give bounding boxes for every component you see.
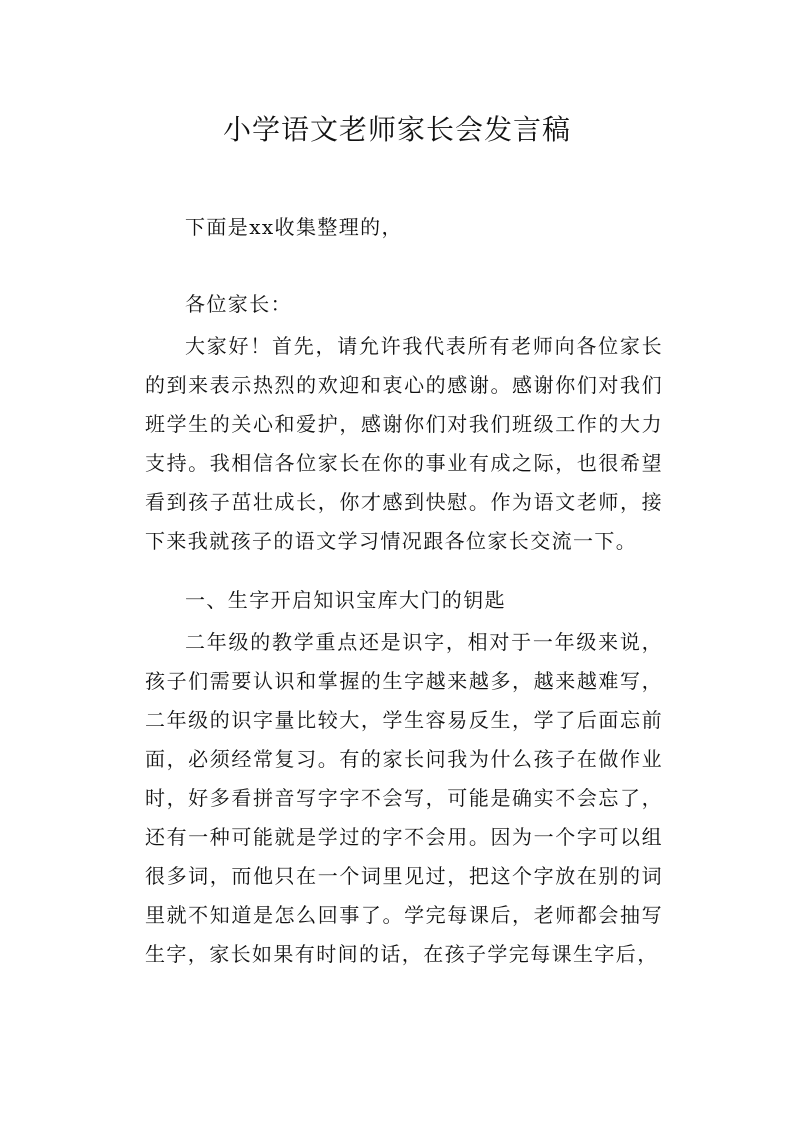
intro-line: 下面是xx收集整理的， xyxy=(185,215,403,239)
document-title: 小学语文老师家长会发言稿 xyxy=(222,113,571,146)
salutation: 各位家长： xyxy=(185,292,292,316)
section-heading-1: 一、生字开启知识宝库大门的钥匙 xyxy=(185,588,506,612)
body-paragraph-2: 二年级的教学重点还是识字，相对于一年级来说，孩子们需要认识和掌握的生字越来越多，越来越难写，二年级的识字量比较大，学生容易反生，学了后面忘前面，必须经常复习。有的家长问我为什么孩子在做作业时，好多看拼音写字字不会写，可能是确实不会忘了，还有一种可能就是学过的字不会用。因为一个字可以组很多词，而他只在一个词里见过，把这个字放在别的词里就不知道是怎么回事了。学完每课后，老师都会抽写生字，家长如果有时间的话，在孩子学完每课生字后， xyxy=(145,630,663,966)
body-paragraph-1: 大家好！首先，请允许我代表所有老师向各位家长的到来表示热烈的欢迎和衷心的感谢。感谢你们对我们班学生的关心和爱护，感谢你们对我们班级工作的大力支持。我相信各位家长在你的事业有成之际，也很希望看到孩子茁壮成长，你才感到快慰。作为语文老师，接下来我就孩子的语文学习情况跟各位家长交流一下。 xyxy=(145,334,663,553)
